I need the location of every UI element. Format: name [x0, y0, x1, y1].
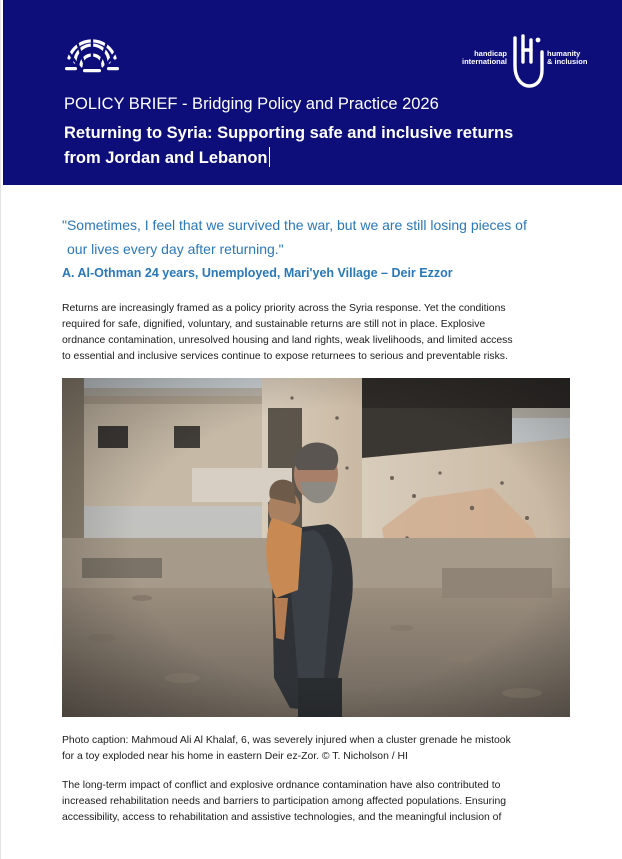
- paragraph-line: to essential and inclusive services continue to expose returnees to serious and preventable risks.: [62, 351, 508, 362]
- feature-photo: [62, 378, 570, 717]
- logo-text-inclusion: & inclusion: [547, 57, 588, 66]
- pull-quote: [62, 213, 572, 261]
- title-line-2-text: from Jordan and Lebanon: [64, 149, 268, 167]
- paragraph-line: ordnance contamination, unresolved housing and land rights, weak livelihoods, and limited access: [62, 335, 513, 346]
- radio-waves-logo-icon: [63, 36, 121, 74]
- photo-man-carrying-child-ruins: [62, 378, 570, 717]
- humanity-inclusion-logo: [445, 32, 595, 90]
- title-line-2: [64, 146, 584, 171]
- title-line-1: Returning to Syria: Supporting safe and inclusive returns: [64, 124, 514, 142]
- paragraph-line: The long-term impact of conflict and explosive ordnance contamination have also contributed to: [62, 780, 501, 791]
- caption-line: for a toy exploded near his home in eastern Deir ez-Zor. © T. Nicholson / HI: [62, 751, 408, 762]
- hi-hand-logo-icon: [509, 32, 545, 90]
- paragraph-line: Returns are increasingly framed as a policy priority across the Syria response. Yet the conditions: [62, 303, 506, 314]
- paragraph-line: accessibility, access to rehabilitation and assistive technologies, and the meaningful inclusion of: [62, 812, 502, 823]
- document-title[interactable]: [64, 121, 584, 171]
- paragraph-line: increased rehabilitation needs and barriers to participation among affected populations. Ensuring: [62, 796, 507, 807]
- pull-quote-line-2: our lives every day after returning.": [67, 241, 284, 257]
- policy-brief-subtitle: POLICY BRIEF - Bridging Policy and Practice 2026: [64, 95, 439, 113]
- header-banner: [3, 0, 622, 185]
- paragraph-line: required for safe, dignified, voluntary, and sustainable returns are still not in place. Explosive: [62, 319, 486, 330]
- logo-text-left: [445, 50, 507, 66]
- intro-paragraph: [62, 301, 572, 365]
- photo-caption: [62, 733, 577, 765]
- text-cursor: [269, 147, 270, 167]
- quote-attribution: A. Al-Othman 24 years, Unemployed, Mari'yeh Village – Deir Ezzor: [62, 266, 453, 280]
- pull-quote-line-1: "Sometimes, I feel that we survived the war, but we are still losing pieces of: [62, 217, 527, 233]
- logo-text-international: international: [461, 57, 507, 66]
- logo-text-humanity: humanity: [547, 49, 581, 58]
- second-paragraph: [62, 778, 572, 826]
- logo-text-handicap: handicap: [474, 49, 507, 58]
- logo-text-right: [547, 50, 597, 66]
- caption-line: Photo caption: Mahmoud Ali Al Khalaf, 6, was severely injured when a cluster grenade he mistook: [62, 735, 511, 746]
